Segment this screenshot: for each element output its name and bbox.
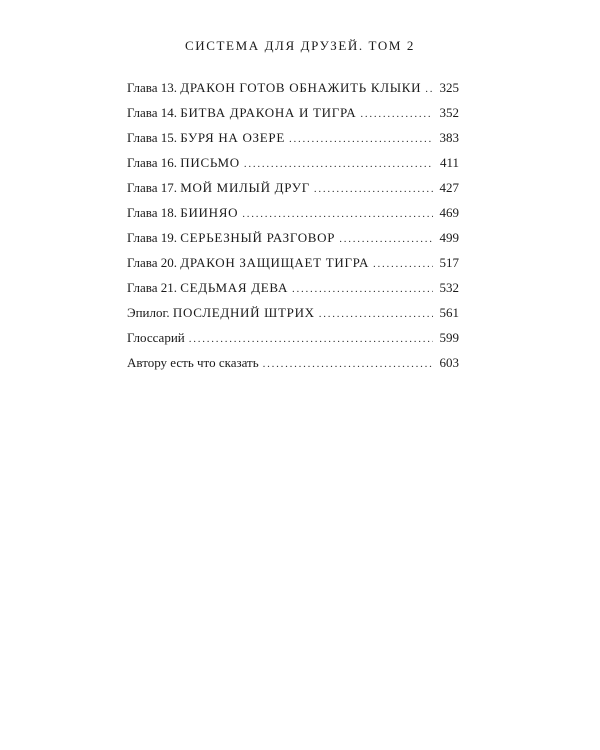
toc-entry-prefix: Глава 20. [127, 255, 178, 270]
toc-entry-title: БИТВА ДРАКОНА И ТИГРА [180, 105, 357, 120]
running-head: СИСТЕМА ДЛЯ ДРУЗЕЙ. ТОМ 2 [184, 38, 416, 53]
dot-leader [289, 127, 433, 152]
toc-entry [127, 150, 459, 175]
toc-entry [127, 200, 459, 225]
toc-entry [127, 275, 459, 300]
toc-entry-label [127, 300, 315, 325]
toc-entry-prefix: Глава 17. [127, 180, 178, 195]
toc-entry-title: БУРЯ НА ОЗЕРЕ [180, 130, 285, 145]
toc-entry-label [127, 325, 185, 350]
toc-entry-prefix: Глава 14. [127, 105, 178, 120]
dot-leader [360, 102, 433, 127]
toc-entry-page: 561 [439, 305, 459, 320]
toc-entry-page: 325 [439, 80, 459, 95]
dot-leader [292, 277, 433, 302]
dot-leader [339, 227, 433, 252]
toc-entry-title: МОЙ МИЛЫЙ ДРУГ [180, 180, 310, 195]
toc-entry-prefix: Глава 18. [127, 205, 178, 220]
toc-entry-label [127, 275, 288, 300]
toc-entry-title: ПОСЛЕДНИЙ ШТРИХ [172, 305, 315, 320]
toc-entry-prefix: Эпилог. [127, 305, 170, 320]
toc-entry-page: 517 [439, 255, 459, 270]
toc-entry-page: 499 [439, 230, 459, 245]
dot-leader [373, 252, 433, 277]
toc-entry [127, 325, 459, 350]
toc-entry-prefix: Автору есть что сказать [127, 355, 259, 370]
toc-entry [127, 175, 459, 200]
toc-entry-title: ПИСЬМО [180, 155, 240, 170]
toc-entry-prefix: Глава 19. [127, 230, 178, 245]
table-of-contents [127, 75, 459, 375]
toc-entry [127, 250, 459, 275]
toc-entry-title: ДРАКОН ЗАЩИЩАЕТ ТИГРА [180, 255, 370, 270]
toc-entry-label [127, 75, 421, 100]
toc-entry [127, 225, 459, 250]
toc-entry-title: БИИНЯО [180, 205, 239, 220]
toc-entry [127, 300, 459, 325]
toc-entry-label [127, 225, 335, 250]
toc-entry-label [127, 125, 285, 150]
toc-entry-prefix: Глава 16. [127, 155, 178, 170]
toc-entry-prefix: Глава 21. [127, 280, 178, 295]
toc-entry-label [127, 250, 369, 275]
toc-entry-page: 599 [439, 330, 459, 345]
toc-entry-title: ДРАКОН ГОТОВ ОБНАЖИТЬ КЛЫКИ [180, 80, 422, 95]
toc-entry-page: 603 [439, 355, 459, 370]
toc-entry-prefix: Глава 13. [127, 80, 178, 95]
dot-leader [319, 302, 433, 327]
toc-entry-label [127, 350, 259, 375]
toc-entry-prefix: Глава 15. [127, 130, 178, 145]
toc-entry [127, 350, 459, 375]
toc-entry-page: 352 [439, 105, 459, 120]
dot-leader [314, 177, 433, 202]
toc-entry [127, 100, 459, 125]
toc-entry [127, 75, 459, 100]
toc-entry-page: 383 [439, 130, 459, 145]
dot-leader [263, 352, 433, 377]
dot-leader [242, 202, 433, 227]
toc-entry-label [127, 150, 240, 175]
dot-leader [244, 152, 433, 177]
toc-entry [127, 125, 459, 150]
toc-entry-page: 427 [439, 180, 459, 195]
toc-entry-page: 411 [439, 155, 459, 170]
toc-entry-prefix: Глоссарий [127, 330, 185, 345]
toc-entry-title: СЕРЬЕЗНЫЙ РАЗГОВОР [180, 230, 336, 245]
dot-leader [425, 77, 433, 102]
toc-entry-label [127, 100, 356, 125]
toc-entry-label [127, 175, 310, 200]
toc-entry-page: 532 [439, 280, 459, 295]
toc-entry-page: 469 [439, 205, 459, 220]
toc-entry-label [127, 200, 238, 225]
toc-entry-title: СЕДЬМАЯ ДЕВА [180, 280, 289, 295]
dot-leader [189, 327, 433, 352]
